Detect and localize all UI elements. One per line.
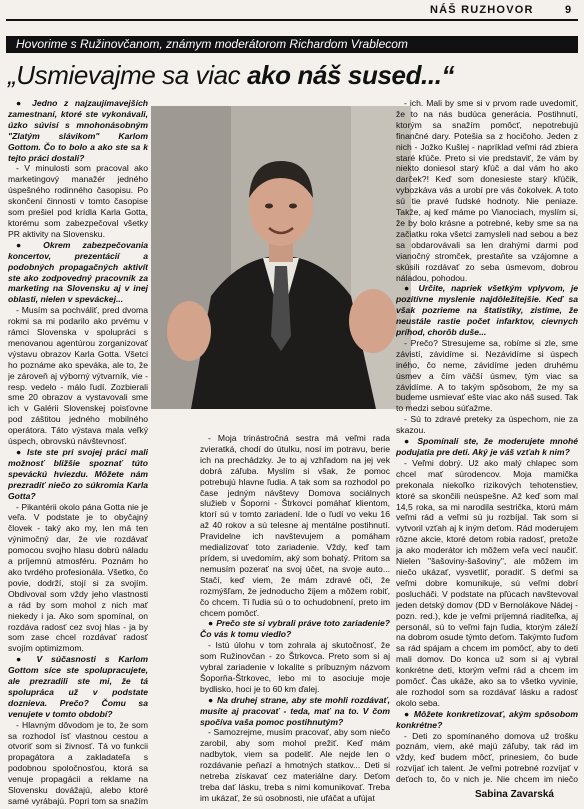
question-paragraph: ● Spomínali ste, že moderujete mnohé podujatia pre deti. Aký je váš vzťah k nim? [396, 436, 578, 457]
column-3 [396, 98, 578, 786]
answer-paragraph: - Hlavným dôvodom je to, že som sa rozhodol ísť vlastnou cestou a otvoriť som si živnosť. Tá vo funkcii propagátora a zakladateľa s podobnou spoločnosťou, ktorá sa venuje propagácii a reklame na Slovensku dovážajú, alebo ktoré samé vyrábajú. Popri tom sa snažím [8, 719, 148, 806]
answer-paragraph: - Musím sa pochváliť, pred dvoma rokmi sa mi podarilo ako prvému v rámci Slovenska v spolupráci s menovanou agentúrou zorganizovať výstavu obrazov Karla Gotta. Všetci ho poznáme ako speváka, ale to, že je zároveň aj výborný výtvarník, vie - resp. vedelo - málo ľudí. Zozbierali sme 20 obrazov a vystavovali sme ich v Galérii Slovenskej poisťovne pod záštitou jedného mobilného operátora. Táto výstava mala veľký úspech, obrovskú návštevnosť. [8, 305, 148, 447]
answer-paragraph: - Pikantérii okolo pána Gotta nie je veľa. V podstate je to obyčajný človek - taký ako my, len má ten výnimočný dar, že vie rozdávať pomocou svojho hlasu dobrú náladu a príjemnú atmosféru. Poznám ho ako tvrdého profesionála. Všetko, čo povie, dodrží, stojí si za svojím. Obdivoval som vždy jeho vlastnosti a rád by som mohol z nich mať niekedy i ja. Ako som spomínal, on rozdáva radosť cez svoj hlas - ja by som zase chcel rozdávať radosť svojím optimizmom. [8, 501, 148, 654]
answer-paragraph: - Istú úlohu v tom zohrala aj skutočnosť, že som Ružinovčan - zo Štrkovca. Preto som si aj vybral zariadenie v lokalite s príbuzným názvom Šoporňa-Štrkovec, lebo mi to asociuje moje bydlisko, hoci je to 60 km ďalej. [200, 640, 390, 694]
column-1 [8, 98, 148, 806]
page-number: 9 [565, 4, 572, 16]
answer-paragraph: - V minulosti som pracoval ako marketingový manažér jedného úspešného rodinného časopisu. Po skončení činnosti v tomto časopise som prešiel pod krídla Karla Gotta, ktorému som zabezpečoval všetky PR aktivity na Slovensku. [8, 163, 148, 239]
byline: Sabina Zavarská [475, 789, 554, 800]
question-paragraph: ● Na druhej strane, aby ste mohli rozdávať, musíte aj pracovať - teda, mať na to. V čom spočíva vaša pomoc postihnutým? [200, 694, 390, 727]
column-2-bottom [200, 433, 390, 805]
question-paragraph: ● Určite, napriek všetkým vplyvom, je pozitívne myslenie najdôležitejšie. Keď sa však pozrieme na štatistiky, zistíme, že neustále rastie počet infarktov, cievnych príhod, chorôb duše... [396, 283, 578, 338]
answer-paragraph: - Deti zo spomínaného domova už trošku poznám, viem, aké majú záľuby, tak rád im vždy, keď budem môcť, prinesiem, čo bude rozvíjať ich talent. Je veľmi potrebné rozvíjať v deťoch to, čo v nich je. Nie chcem im niečo [396, 730, 578, 785]
headline-part2: ako náš sused...“ [247, 60, 455, 90]
question-paragraph: ● Okrem zabezpečovania koncertov, prezentácií a podobných propagačných aktivít ste ako zodpovedný pracovník za marketing na Slovensku aj v inej oblasti, nielen v speváckej... [8, 239, 148, 305]
portrait-illustration [151, 106, 411, 409]
headline-part1: „Usmievajme sa viac [8, 60, 241, 90]
answer-paragraph: - Samozrejme, musím pracovať, aby som niečo zarobil, aby som mohol prežiť. Keď mám nadbytok, viem sa podeliť. Ale nejde len o rozdávanie peňazí a hmotných statkov... Deti si netreba získavať cez materiálne dary. Deťom treba dať lásku, treba s nimi komunikovať. Treba im ukázať, že sú osobnosti, nie ufáčat a ufújat [200, 727, 390, 803]
answer-paragraph: - Sú to zdravé preteky za úspechom, nie za skazou. [396, 414, 578, 436]
question-paragraph: ● Môžete konkretizovať, akým spôsobom konkrétne? [396, 708, 578, 730]
question-paragraph: ● Prečo ste si vybrali práve toto zariadenie? Čo vás k tomu viedlo? [200, 618, 390, 640]
question-paragraph: ● V súčasnosti s Karlom Gottom síce ste spolupracujete, ale prezradili ste mi, že tá spolupráca už v podstate doznieva. Prečo? Čomu sa venujete v tomto období? [8, 654, 148, 719]
answer-paragraph: - ich. Mali by sme si v prvom rade uvedomiť, že to na nás budúca generácia. Postihnutí, ktorým sa snažím pomôcť, nepotrebujú finančné dary. Potešia sa z hocičoho. Jeden z nich - Jožko Kušlej - napríklad veľmi rád zbiera staré kľúče. Preto si vie predstaviť, že vám by niekto doniesol starý kľúč a dal vám ho ako darček?! Keď som donesieste starý kľúčik, vybozkáva vás a urobí pre vás čokolvek. A toto sú tie pravé ľudské hodnoty. Nie peniaze. Takže, aj keď máme po Vianociach, myslím si, že by bolo krásne a potrebné, keby sme sa na začiatku roka všetci zamysleli nad sebou a bez sa obdarovávali sa len drahými darmi pod vianočný stromček, prestaňte sa vzájomne a skúsili rozdávať zo seba úsmevom, dobrou náladou, pohodou. [396, 98, 578, 283]
question-paragraph: ● Iste ste pri svojej práci mali možnosť bližšie spoznať túto speváckú hviezdu. Môžete nám prezradiť niečo zo súkromia Karla Gotta? [8, 447, 148, 501]
top-rule [6, 19, 578, 21]
answer-paragraph: - Prečo? Stresujeme sa, robíme si zle, sme závistí, závidíme si. Nezávidíme si úspech iného, čo neme, závidíme jeden druhému úsmev a čím väčší úsmev, tým viac sa závidíme. A to takým spôsobom, že my sa budeme usmievať ešte viac ako náš sused. Tak to medzi sebou súťažme. [396, 337, 578, 414]
intro-bar: Hovorime s Ružinovčanom, známym moderátorom Richardom Vrablecom [6, 36, 578, 53]
section-title: NÁŠ RUZHOVOR [430, 4, 534, 16]
question-paragraph: ● Jedno z najzaujímavejších zamestnaní, ktoré ste vykonávali, úzko súvisí s mnohonásobným "Zlatým slávikom" Karlom Gottom. Čo to bolo a ako ste sa k tejto práci dostali? [8, 98, 148, 163]
headline [8, 60, 578, 90]
answer-paragraph: - Moja trinástročná sestra má veľmi rada zvieratká, chodí do útulku, nosí im potravu, berie ich na prechádzky. Je to aj vzhľadom na jej vek dobrá záľuba. Myslím si však, že pomoc potrebujú hlavne ľudia. A tak som sa rozhodol po čase jedným návštevy Domova sociálnych služieb v Šoporni - Štrkovci pomáhať klientom, ktorí sú v tomto zariadení. Ide o ľudí vo veku 16 až 40 rokov a sú telesne aj mentálne postihnutí. Pravidelne ich navštevujem a pomáham medializovať toto zariadenie. Vždy, keď tam prídem, si uvedomím, aký som bohatý. Pritom sa nemusím pozerať na svoj účet, na svoje auto... Stačí, keď viem, že mám zdravé oči, že rozmýšľam, že jednoducho žijem a môžem robiť, čo chcem. Ti ľudia sú o to ochudobnení, preto im chcem pomôcť. [200, 433, 390, 618]
portrait-photo [151, 106, 411, 409]
column-2-top [151, 98, 411, 106]
answer-paragraph: - Veľmi dobrý. Už ako malý chlapec som chcel mať súrodencov. Moja mamička prekonala niekoľko rizikových tehotenstiev, ktoré sa skončili neúspešne. Až keď som mal 14,5 roka, sa mi narodila sestrička, ktorú mám veľmi rád a veľmi sú ju rozbíjal. Tak som si vytvoril vzťah aj k iným deťom. Rád moderujem rôzne akcie, ktoré detom robia radosť, pretože ja ako moderátor ich môžem veľa vecí naučiť. Nielen "šašoviny-šašoviny", ale môžem im niečo ukázať, vysvetliť, poradiť. S deťmi sa veľmi dobre komunikuje, sú veľmi dobrí poslucháči. V podstate na pľúcach navštevoval jeden detský domov (DD v Bernolákove Nádej - pozn. red.), kde je veľmi príjemná riaditeľka, aj personál, sú to veľmi fajn ľudia, ktorým záleží na dobrom osude týmto deťom. Takýmto ľuďom sa rád spájam a chcem im pomôcť, aby to deti mali domov. Do konca už som si aj vybral konkrétne deti, ktorým veľmi rád a chcem im pomôcť. Čas ukáže, ako sa to všetko vyvinie, ale rozhodol som sa rozdávať lásku a radosť okolo seba. [396, 457, 578, 708]
